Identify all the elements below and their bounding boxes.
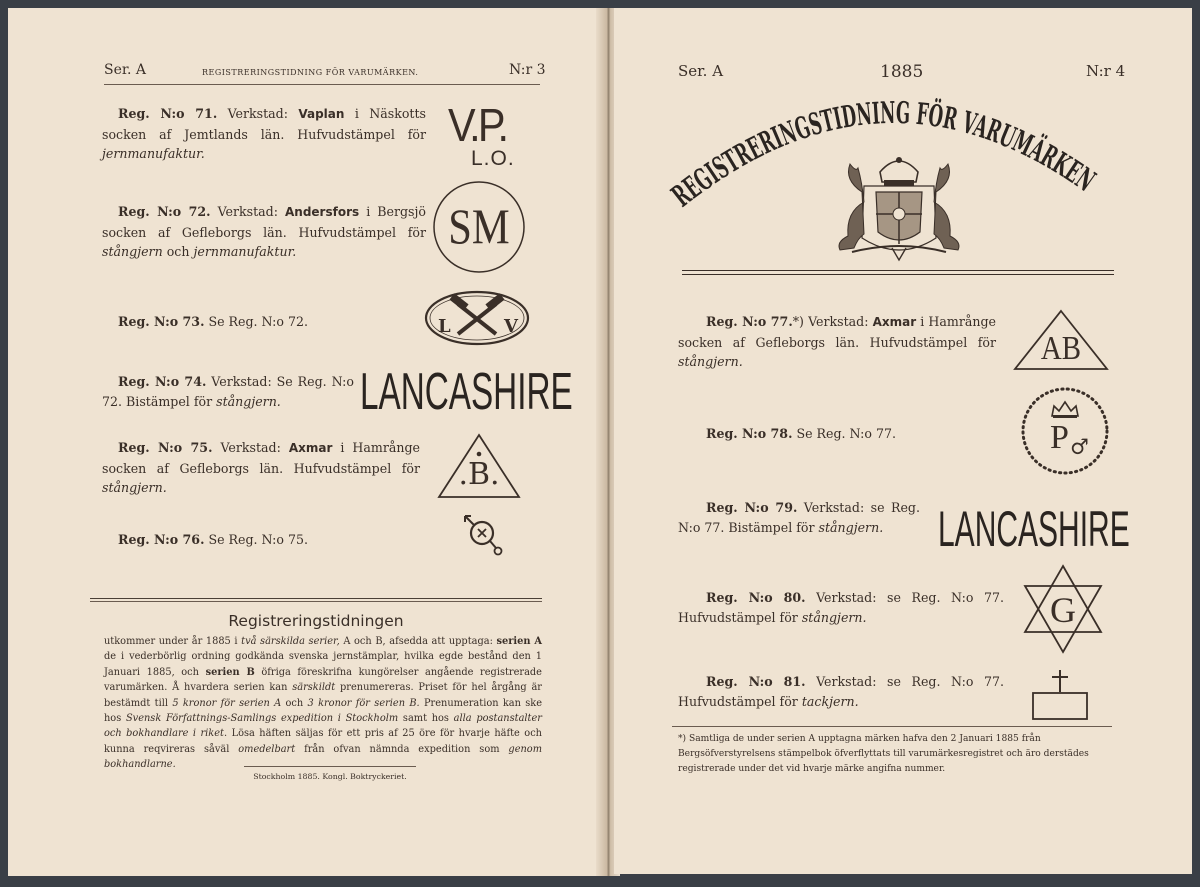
mark-b-triangle: .B. xyxy=(436,432,522,500)
entry-73: Reg. N:o 73. Se Reg. N:o 72. xyxy=(118,314,308,329)
entry-81: Reg. N:o 81. Verkstad: se Reg. N:o 77. Hufvudstämpel för tackjern. xyxy=(678,674,1004,709)
masthead-rule-1 xyxy=(682,270,1114,271)
right-header-series: Ser. A xyxy=(678,62,724,80)
left-header-series: Ser. A xyxy=(104,62,147,78)
mark-76-symbol xyxy=(458,508,506,558)
notice-rule-top xyxy=(90,598,542,599)
entry-79: Reg. N:o 79. Verkstad: se Reg. N:o 77. Bistämpel för stångjern. xyxy=(678,500,920,535)
entry-75: Reg. N:o 75. Verkstad: Axmar i Hamrånge socken af Gefleborgs län. Hufvudstämpel för stångjern. xyxy=(102,440,421,495)
notice-text: utkommer under år 1885 i två särskilda serier, A och B, afsedda att upptaga: serien A de i vederbörlig ordning godkända svenska jernstämplar, hvilka egde bestånd den 1 Januari 1885, och serien B öfriga föreskrifna kungörelser angående registrerade varumärken. Å hvardera serien kan särskildt prenumereras. Priset för hel årgång är bestämdt till 5 kronor för serien A och 3 kronor för serien B. Prenumeration kan ske hos Svensk Författnings-Samlings expedition i Stockholm samt hos alla postanstalter och bokhandlare i riket. Lösa häften säljas för ett pris af 25 öre för hvarje häfte och kunna reqvireras såväl omedelbart från ofvan nämnda expedition som genom bokhandlarne. xyxy=(104,636,542,771)
mark-vp-lo: V.P. L.O. xyxy=(448,99,515,170)
masthead-rule-2 xyxy=(682,274,1114,275)
entry-71: Reg. N:o 71. Verkstad: Vaplan i Näskotts socken af Jemtlands län. Hufvudstämpel för jernmanufaktur. xyxy=(102,106,427,161)
right-page xyxy=(614,8,1192,874)
iron-symbol-icon xyxy=(458,508,506,558)
cross-box-icon xyxy=(1030,668,1090,724)
right-header-number: N:r 4 xyxy=(1086,62,1126,80)
mark-lancashire-left: LANCASHIRE xyxy=(360,363,573,421)
mark-g-star: G xyxy=(1022,564,1104,654)
footnote: *) Samtliga de under serien A upptagna märken hafva den 2 Januari 1885 från Bergsöfverstyrelsens stämpelbok öfverflyttats till varumärkesregistret och äro derstädes registrerade under det vid hvarje märke angifna nummer. xyxy=(678,734,1089,774)
entry-74: Reg. N:o 74. Verkstad: Se Reg. N:o 72. Bistämpel för stångjern. xyxy=(102,374,354,409)
mark-lancashire-right: LANCASHIRE xyxy=(938,501,1130,557)
left-header-title: REGISTRERINGSTIDNING FÖR VARUMÄRKEN. xyxy=(202,68,419,77)
coat-of-arms xyxy=(832,152,966,264)
mark-sm: SM xyxy=(432,180,526,274)
printer-line: Stockholm 1885. Kongl. Boktryckeriet. xyxy=(253,772,407,781)
mark-p-crown: P ♂ xyxy=(1020,386,1110,476)
coat-of-arms-icon xyxy=(832,152,966,264)
entry-72: Reg. N:o 72. Verkstad: Andersfors i Bergsjö socken af Gefleborgs län. Hufvudstämpel för stångjern och jernmanufaktur. xyxy=(102,204,426,259)
printer-rule xyxy=(244,766,416,767)
entry-76: Reg. N:o 76. Se Reg. N:o 75. xyxy=(118,532,308,547)
entry-78: Reg. N:o 78. Se Reg. N:o 77. xyxy=(706,426,896,441)
notice-title: Registreringstidningen xyxy=(228,612,404,630)
left-page xyxy=(8,8,608,876)
footnote-rule xyxy=(672,726,1112,727)
right-header-year: 1885 xyxy=(880,62,924,82)
masthead-title: REGISTRERINGSTIDNING FÖR VARUMÄRKEN xyxy=(665,95,1112,215)
left-header-rule xyxy=(104,84,540,85)
mark-lv: L V xyxy=(424,290,530,346)
entry-77: Reg. N:o 77.*) Verkstad: Axmar i Hamrånge socken af Gefleborgs län. Hufvudstämpel för stångjern. xyxy=(678,314,996,369)
notice-rule-bottom xyxy=(90,601,542,602)
entry-80: Reg. N:o 80. Verkstad: se Reg. N:o 77. Hufvudstämpel för stångjern. xyxy=(678,590,1004,625)
mark-ab-triangle: AB xyxy=(1012,308,1110,372)
left-header-number: N:r 3 xyxy=(509,62,546,78)
mark-81-cross-box xyxy=(1030,668,1090,724)
